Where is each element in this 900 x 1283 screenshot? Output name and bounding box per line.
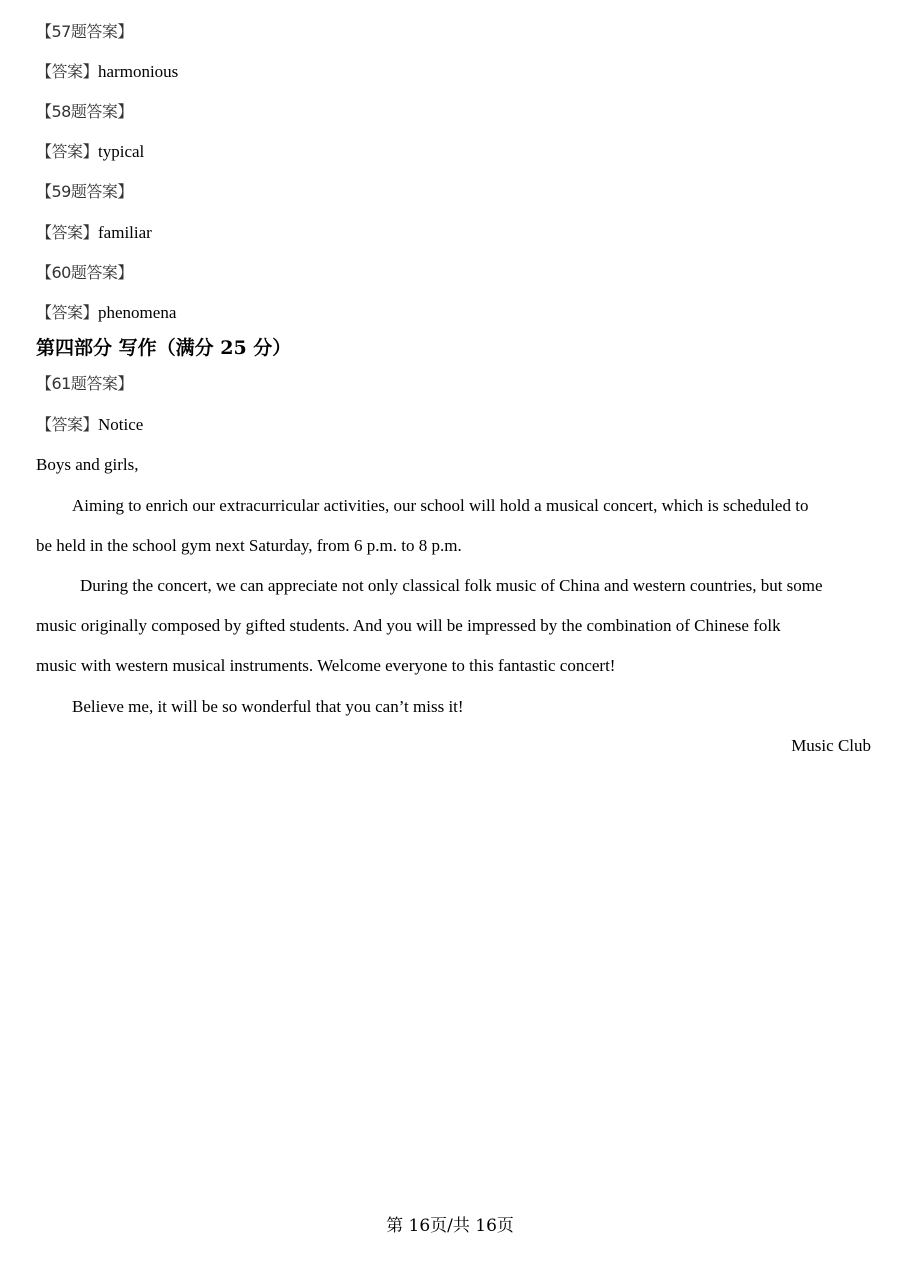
- answer-label: 【答案】: [36, 223, 99, 242]
- answer-value: typical: [98, 142, 145, 161]
- answer-label: 【答案】: [36, 303, 99, 322]
- paragraph-2-line-1: During the concert, we can appreciate not only classical folk music of China and western countries, but some: [80, 576, 823, 595]
- paragraph-1-line-1: Aiming to enrich our extracurricular activities, our school will hold a musical concert, which is scheduled to: [72, 496, 809, 515]
- paragraph-2-line-3: music with western musical instruments. Welcome everyone to this fantastic concert!: [36, 656, 616, 675]
- answer-value: phenomena: [98, 303, 177, 322]
- paragraph-1-line-2: be held in the school gym next Saturday, from 6 p.m. to 8 p.m.: [36, 536, 462, 555]
- question-57-label: 【57题答案】: [36, 22, 133, 41]
- question-59-label: 【59题答案】: [36, 182, 133, 201]
- question-60-label: 【60题答案】: [36, 263, 133, 282]
- question-58-label: 【58题答案】: [36, 102, 133, 121]
- answer-61: [36, 414, 143, 436]
- signature: Music Club: [791, 736, 871, 755]
- answer-57: [36, 61, 178, 83]
- question-61-label: 【61题答案】: [36, 374, 133, 393]
- answer-60: [36, 302, 176, 324]
- greeting: Boys and girls,: [36, 455, 139, 474]
- answer-label: 【答案】: [36, 62, 99, 81]
- answer-value: Notice: [98, 415, 144, 434]
- paragraph-3-line-1: Believe me, it will be so wonderful that you can’t miss it!: [72, 697, 464, 716]
- answer-59: [36, 222, 152, 244]
- paragraph-2-line-2: music originally composed by gifted students. And you will be impressed by the combination of Chinese folk: [36, 616, 781, 635]
- answer-value: familiar: [98, 223, 152, 242]
- answer-label: 【答案】: [36, 415, 99, 434]
- answer-label: 【答案】: [36, 142, 99, 161]
- answer-58: [36, 141, 144, 163]
- page-footer: 第 16页/共 16页: [386, 1216, 514, 1236]
- answer-value: harmonious: [98, 62, 179, 81]
- section-heading: 第四部分 写作（满分 25 分）: [36, 337, 292, 359]
